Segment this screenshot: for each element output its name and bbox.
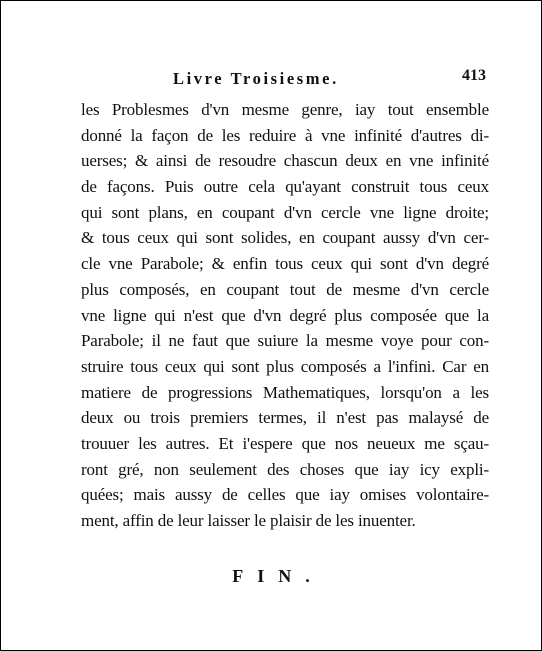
text-line: quées; mais aussy de celles que iay omises volontaire- — [81, 485, 489, 505]
text-line: matiere de progressions Mathematiques, lorsqu'on a les — [81, 382, 489, 402]
text-line: de façons. Puis outre cela qu'ayant construit tous ceux — [81, 177, 489, 197]
running-title: Livre Troisiesme. — [173, 69, 339, 88]
text-line: plus composés, en coupant tout de mesme d'vn cercle — [81, 279, 489, 299]
text-line: Parabole; il ne faut que suiure la mesme voye pour con- — [81, 331, 489, 351]
text-line: ment, affin de leur laisser le plaisir de les inuenter. — [81, 511, 416, 530]
text-line: struire tous ceux qui sont plus composés a l'infini. Car en — [81, 356, 489, 376]
text-line: & tous ceux qui sont solides, en coupant aussy d'vn cer- — [81, 228, 489, 248]
text-line: ront gré, non seulement des choses que iay icy expli- — [81, 459, 489, 479]
text-line: cle vne Parabole; & enfin tous ceux qui sont d'vn degré — [81, 254, 489, 274]
text-line: les Problesmes d'vn mesme genre, iay tout ensemble — [81, 100, 489, 119]
text-line: uerses; & ainsi de resoudre chascun deux en vne infinité — [81, 151, 489, 171]
text-line: vne ligne qui n'est que d'vn degré plus composée que la — [81, 305, 489, 325]
text-line: donné la façon de les reduire à vne infinité d'autres di- — [81, 125, 489, 145]
page-number: 413 — [462, 67, 486, 84]
fin-colophon: FIN. — [232, 566, 324, 586]
body-text — [81, 97, 489, 534]
text-line: deux ou trois premiers termes, il n'est pas malaysé de — [81, 408, 489, 428]
text-line: qui sont plans, en coupant d'vn cercle vne ligne droite; — [81, 202, 489, 222]
text-line: trouuer les autres. Et i'espere que nos neueux me sçau- — [81, 433, 489, 453]
